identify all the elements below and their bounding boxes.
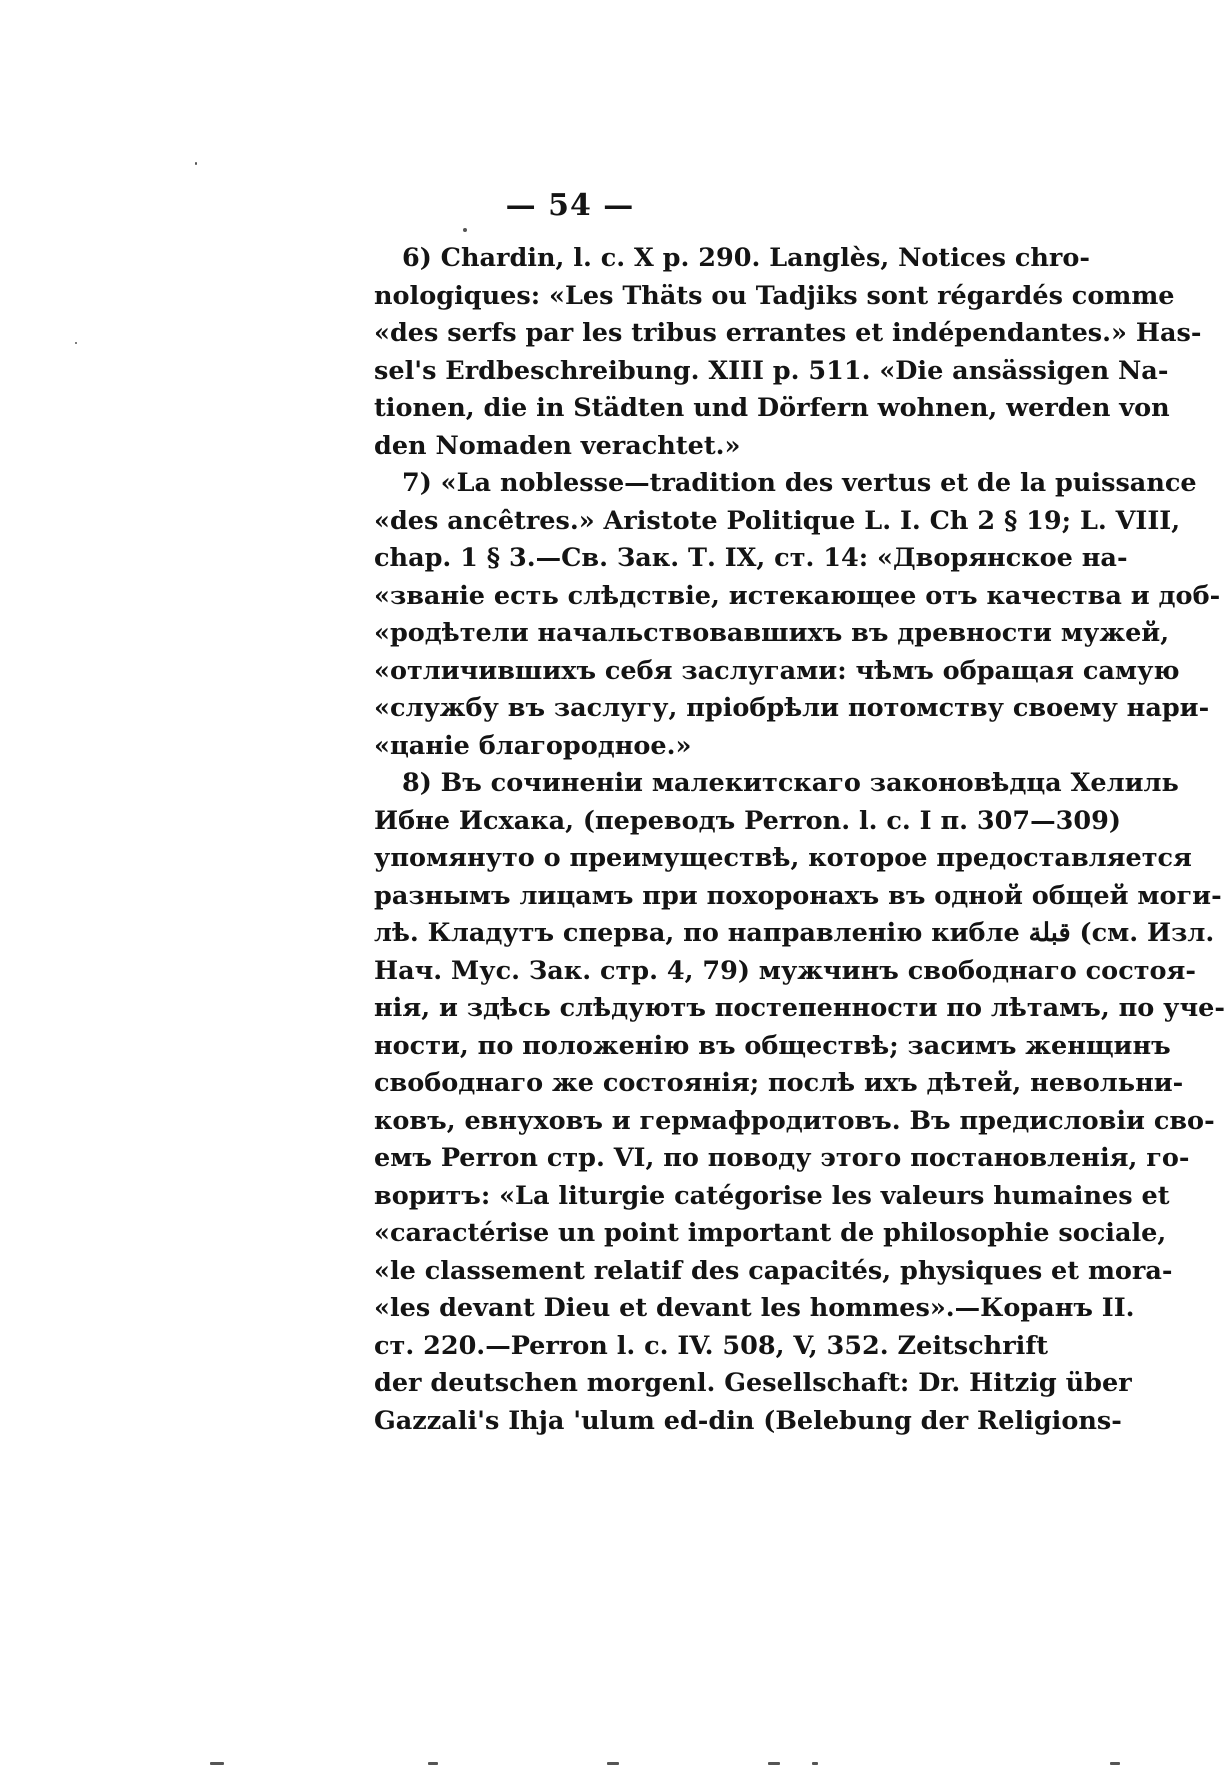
text-line: «отличившихъ себя заслугами: чѣмъ обращая самую bbox=[374, 655, 1180, 686]
text-line: «службу въ заслугу, пріобрѣли потомству своему нари- bbox=[374, 693, 1210, 723]
scan-speck bbox=[607, 1762, 619, 1765]
text-line: воритъ: «La liturgie catégorise les valeurs humaines et bbox=[374, 1180, 1170, 1211]
text-line: лѣ. Кладутъ сперва, по направленію кибле قبلة (см. Изл. bbox=[374, 918, 1215, 948]
text-line: упомянуто о преимуществѣ, которое предоставляется bbox=[374, 843, 1192, 873]
text-line: Gazzali's Ihja 'ulum ed-din (Belebung der Religions- bbox=[374, 1405, 1122, 1436]
scan-speck bbox=[75, 342, 77, 344]
text-line: ности, по положенію въ обществѣ; засимъ женщинъ bbox=[374, 1030, 1171, 1061]
text-line: «званіе есть слѣдствіе, истекающее отъ качества и доб- bbox=[374, 580, 1221, 611]
scan-speck bbox=[768, 1762, 780, 1765]
text-line: «caractérise un point important de philosophie sociale, bbox=[374, 1218, 1167, 1248]
text-line: «des serfs par les tribus errantes et indépendantes.» Has- bbox=[374, 318, 1202, 348]
text-line: tionen, die in Städten und Dörfern wohnen, werden von bbox=[374, 393, 1170, 423]
scan-speck bbox=[210, 1762, 224, 1765]
scan-speck bbox=[1110, 1762, 1120, 1765]
text-line: емъ Perron стр. VI, по поводу этого постановленія, го- bbox=[374, 1143, 1190, 1173]
text-line: свободнаго же состоянія; послѣ ихъ дѣтей, невольни- bbox=[374, 1068, 1184, 1098]
text-line: нія, и здѣсь слѣдуютъ постепенности по лѣтамъ, по уче- bbox=[374, 993, 1225, 1023]
footnote-text-block bbox=[374, 240, 1225, 1440]
text-line: «les devant Dieu et devant les hommes».—Коранъ II. bbox=[374, 1293, 1135, 1323]
text-line: «родѣтели начальствовавшихъ въ древности мужей, bbox=[374, 618, 1170, 648]
text-line: 6) Chardin, l. c. X p. 290. Langlès, Notices chro- bbox=[402, 243, 1090, 273]
scan-speck bbox=[195, 162, 197, 165]
text-line: nologiques: «Les Thäts ou Tadjiks sont régardés comme bbox=[374, 280, 1175, 311]
scan-speck bbox=[428, 1762, 438, 1765]
text-line: Ибне Исхака, (переводъ Perron. l. c. I п. 307—309) bbox=[374, 805, 1121, 836]
page-number-header: — 54 — bbox=[505, 188, 635, 223]
text-line: 7) «La noblesse—tradition des vertus et de la puissance bbox=[402, 468, 1197, 498]
text-line: «цаніе благородное.» bbox=[374, 730, 692, 761]
text-line: 8) Въ сочиненіи малекитскаго законовѣдца Хелиль bbox=[402, 768, 1179, 798]
text-line: der deutschen morgenl. Gesellschaft: Dr. Hitzig über bbox=[374, 1368, 1132, 1398]
text-line: ковъ, евнуховъ и гермафродитовъ. Въ предисловіи сво- bbox=[374, 1105, 1215, 1136]
text-line: den Nomaden verachtet.» bbox=[374, 430, 741, 461]
text-line: Нач. Мус. Зак. стр. 4, 79) мужчинъ свободнаго состоя- bbox=[374, 955, 1196, 986]
text-line: ст. 220.—Perron l. c. IV. 508, V, 352. Zeitschrift bbox=[374, 1330, 1049, 1361]
text-line: chap. 1 § 3.—Св. Зак. Т. IX, ст. 14: «Дворянское на- bbox=[374, 543, 1128, 573]
scan-speck bbox=[463, 228, 467, 232]
text-line: «le classement relatif des capacités, physiques et mora- bbox=[374, 1255, 1173, 1286]
text-line: «des ancêtres.» Aristote Politique L. I. Ch 2 § 19; L. VIII, bbox=[374, 505, 1181, 536]
text-line: разнымъ лицамъ при похоронахъ въ одной общей моги- bbox=[374, 880, 1222, 911]
text-line: sel's Erdbeschreibung. XIII p. 511. «Die ansässigen Na- bbox=[374, 355, 1169, 386]
scan-speck bbox=[812, 1762, 818, 1765]
